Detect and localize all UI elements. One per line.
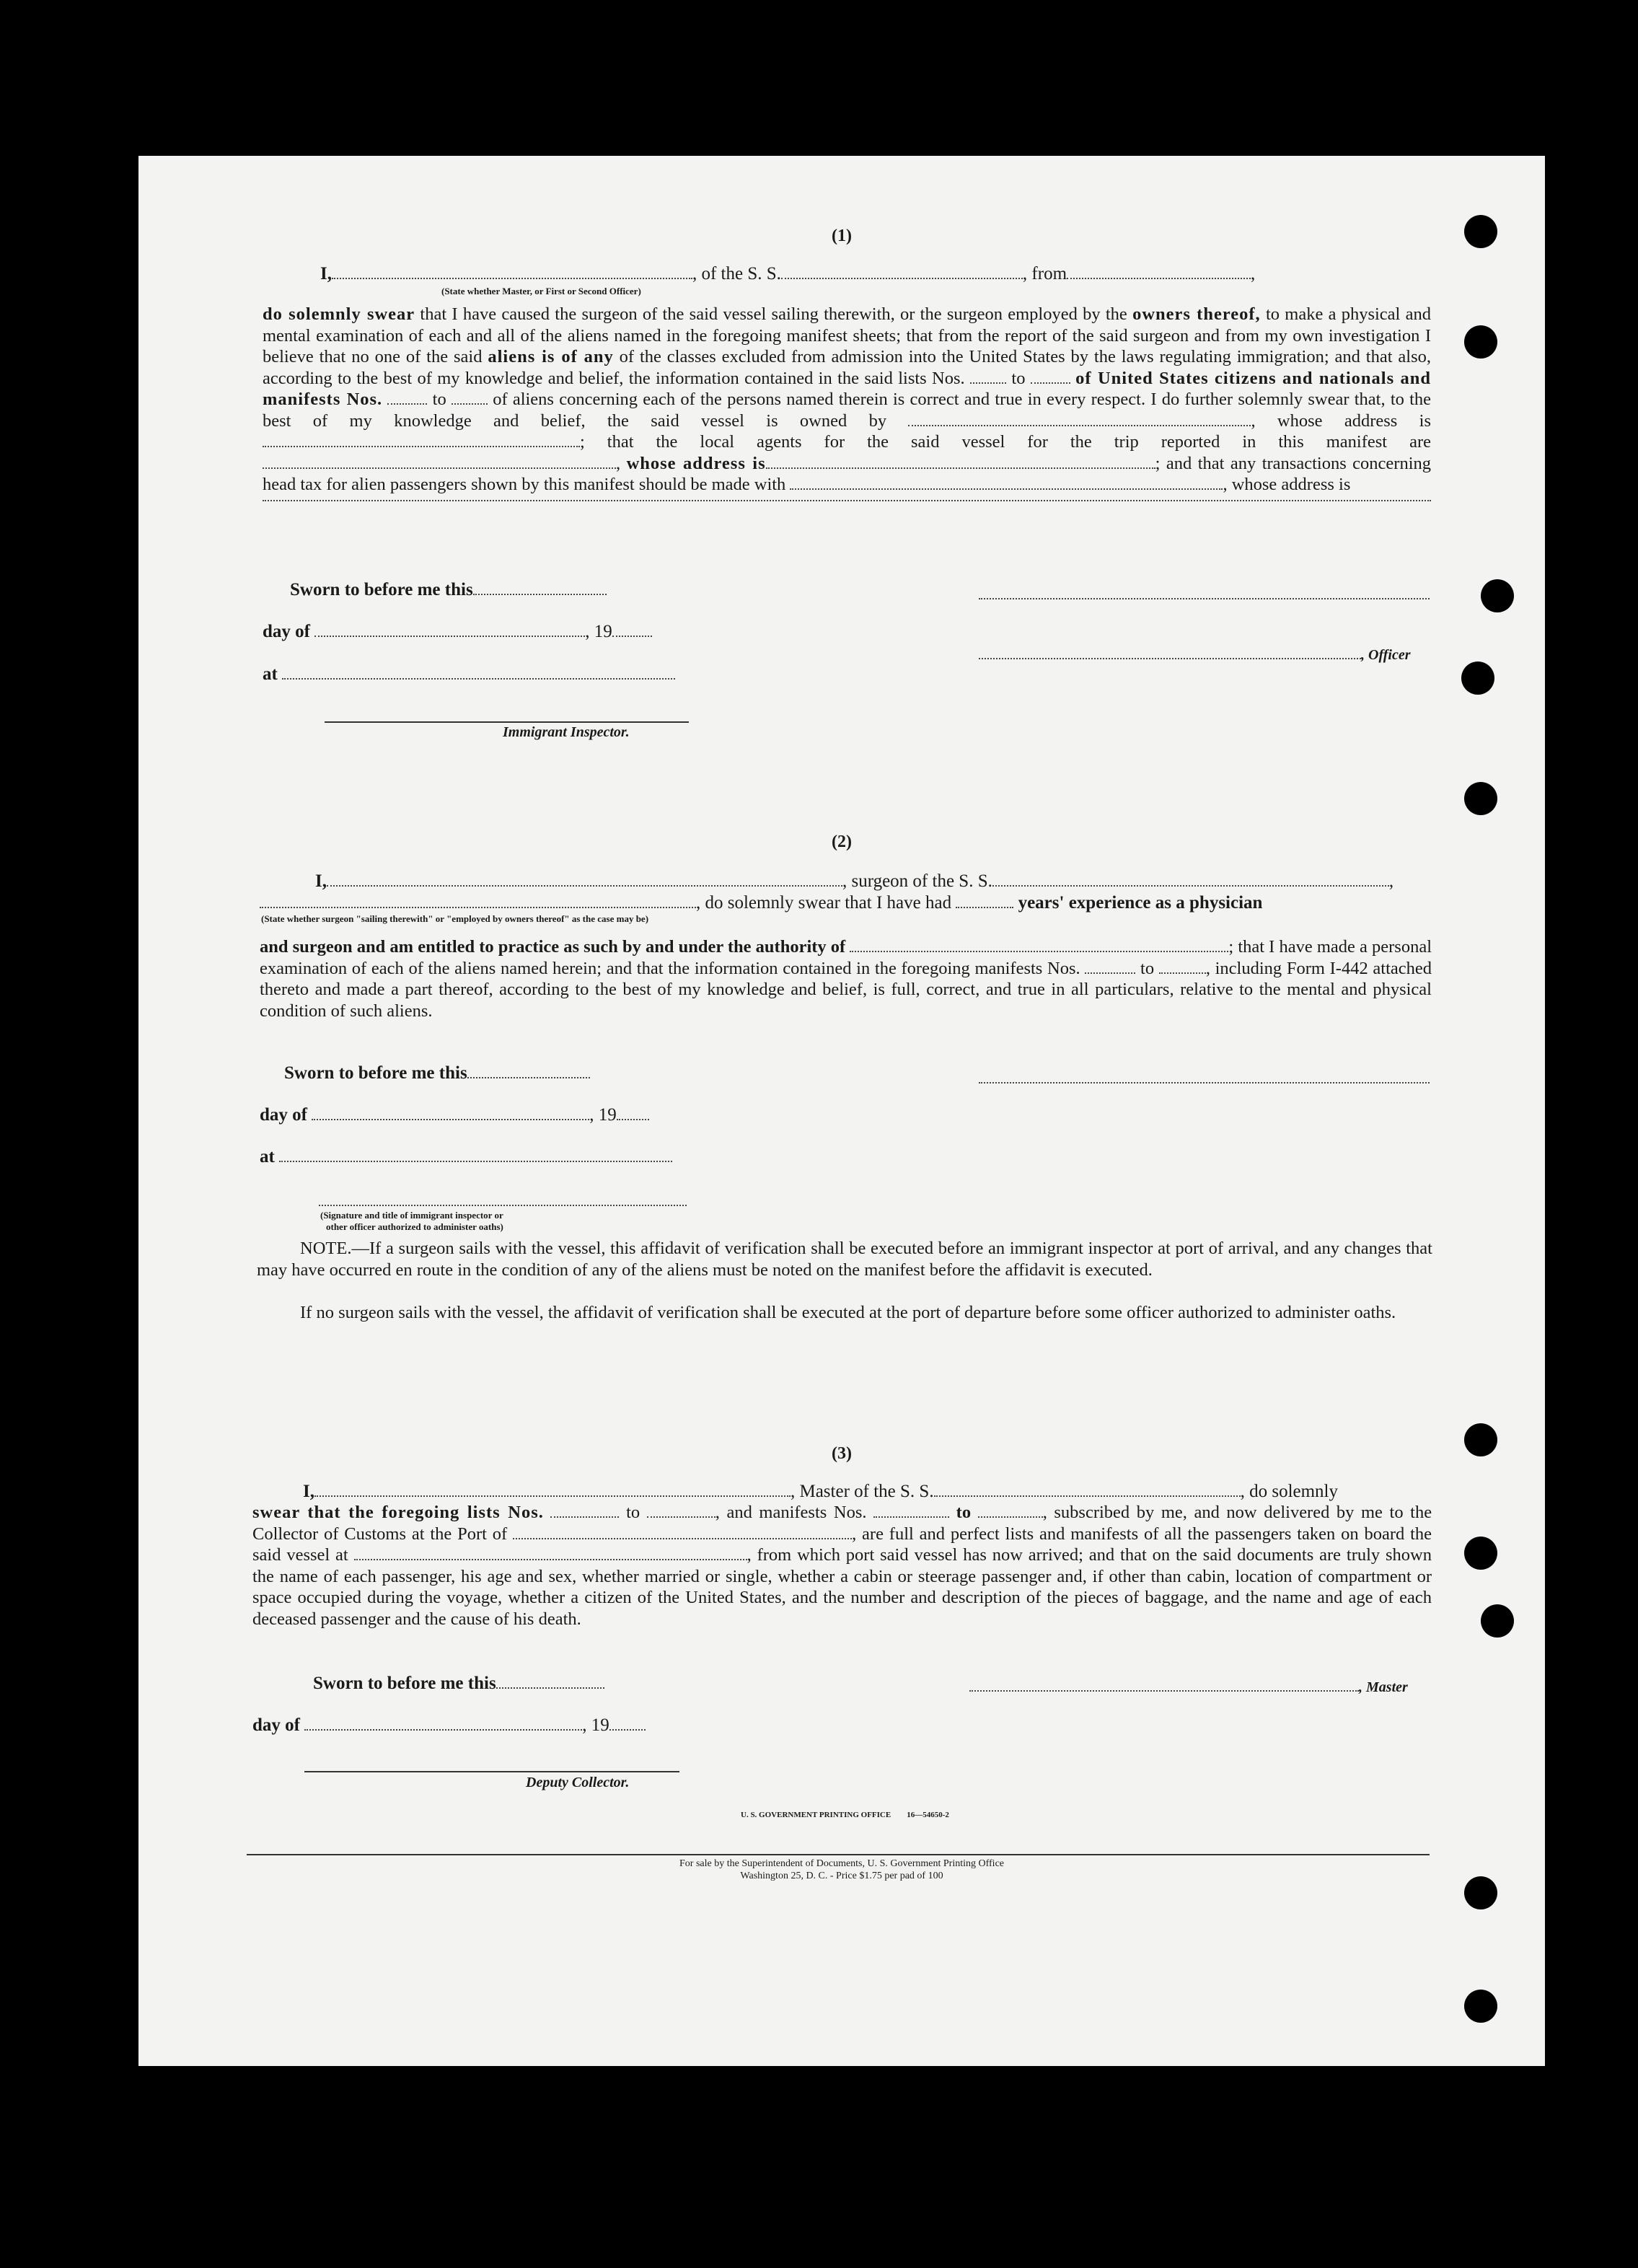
gpo-imprint: U. S. GOVERNMENT PRINTING OFFICE 16—54650-2 [741, 1811, 949, 1819]
binder-hole [1464, 1876, 1497, 1909]
s2-surgeon-note: (State whether surgeon "sailing therewith" or "employed by owners thereof" as the case may be) [261, 913, 649, 924]
s2-day-of: day of , 19 [260, 1105, 649, 1125]
s2-surgeon-signature-line [979, 1082, 1430, 1084]
binder-hole [1464, 782, 1497, 815]
s2-signature-note-1: (Signature and title of immigrant inspector or [320, 1210, 503, 1221]
binder-hole [1481, 1604, 1514, 1638]
binder-hole [1464, 1537, 1497, 1570]
binder-hole [1464, 1423, 1497, 1456]
s1-at: at [263, 664, 675, 685]
section-2-number: (2) [832, 832, 852, 851]
s3-master-sign: , Master [969, 1676, 1408, 1697]
s1-inspector-signature-line [325, 721, 689, 723]
s2-line-2: , do solemnly swear that I have had years' experience as a physician [260, 893, 1262, 913]
form-page [138, 156, 1545, 2066]
sale-notice-1: For sale by the Superintendent of Documents, U. S. Government Printing Office [679, 1858, 1004, 1869]
s3-day-of: day of , 19 [252, 1715, 646, 1736]
s2-line-1: I, , surgeon of the S. S. , [315, 871, 1394, 891]
s1-officer-note: (State whether Master, or First or Second Officer) [441, 286, 641, 296]
s1-officer-line-1 [979, 598, 1430, 599]
s3-line-1: I, , Master of the S. S. , do solemnly [303, 1482, 1339, 1501]
section-1-number: (1) [832, 227, 852, 245]
s1-day-of: day of , 19 [263, 622, 652, 642]
s2-affidavit-text: and surgeon and am entitled to practice as such by and under the authority of ; that I have made a personal examination of each of the aliens named herein; and that the information contained in the foregoing manifests Nos. to , including Form I-442 attached thereto and made a part thereof, according to the best of my knowledge and belief, is full, correct, and true in all particulars, relative to the mental and physical condition of such aliens. [260, 937, 1432, 1021]
binder-hole [1481, 579, 1514, 612]
binder-hole [1464, 215, 1497, 248]
s3-collector-signature-line [304, 1771, 679, 1772]
binder-hole [1464, 325, 1497, 359]
s3-collector-label: Deputy Collector. [526, 1775, 630, 1790]
s3-affidavit-text: swear that the foregoing lists Nos. to , and manifests Nos. to , subscribed by me, and now delivered by me to the Collector of Customs at the Port of , are full and perfect lists and manifests of all the passengers taken on board the said vessel at , from which port said vessel has now arrived; and that on the said documents are truly shown the name of each passenger, his age and sex, whether married or single, whether a cabin or steerage passenger and, if other than cabin, location of compartment or space occupied during the voyage, whether a citizen of the United States, and the number and description of the pieces of baggage, and the name and age of each deceased passenger and the cause of his death. [252, 1503, 1432, 1629]
s1-affidavit-text: do solemnly swear that I have caused the surgeon of the said vessel sailing therewith, or the surgeon employed by the owners thereof, to make a physical and mental examination of each and all of the aliens named in the foregoing manifest sheets; that from the report of the said surgeon and from my own investigation I believe that no one of the said aliens is of any of the classes excluded from admission into the United States by the laws regulating immigration; and that also, according to the best of my knowledge and belief, the information contained in the said lists Nos. to of United States citizens and nationals and manifests Nos. to of aliens concerning each of the persons named therein is correct and true in every respect. I do further solemnly swear that, to the best of my knowledge and belief, the said vessel is owned by , whose address is; that the local agents for the said vessel for the trip reported in this manifest are, whose address is ; and that any transactions concerning head tax for alien passengers shown by this manifest should be made with , whose address is [263, 304, 1431, 501]
s1-line-1: I, , of the S. S. , from , [320, 264, 1256, 284]
section-3-number: (3) [832, 1444, 852, 1463]
s1-officer-sign: , Officer [979, 644, 1411, 664]
binder-hole [1464, 1990, 1497, 2023]
s2-signature-note-2: other officer authorized to administer oaths) [326, 1221, 503, 1232]
s2-at: at [260, 1147, 672, 1167]
s3-sworn: Sworn to before me this [313, 1674, 604, 1694]
s2-signature-line [319, 1205, 687, 1206]
s2-note-2: If no surgeon sails with the vessel, the affidavit of verification shall be executed at the port of departure before some officer authorized to administer oaths. [300, 1303, 1396, 1322]
s1-sworn: Sworn to before me this [290, 580, 607, 600]
s2-sworn: Sworn to before me this [284, 1063, 590, 1084]
footer-rule [247, 1854, 1430, 1855]
binder-hole [1461, 662, 1494, 695]
s2-note: NOTE.—If a surgeon sails with the vessel, this affidavit of verification shall be executed before an immigrant inspector at port of arrival, and any changes that may have occurred en route in the condition of any of the aliens must be noted on the manifest before the affidavit is executed. [257, 1239, 1432, 1280]
s1-inspector-label: Immigrant Inspector. [503, 724, 630, 740]
sale-notice-2: Washington 25, D. C. - Price $1.75 per pad of 100 [740, 1871, 943, 1881]
